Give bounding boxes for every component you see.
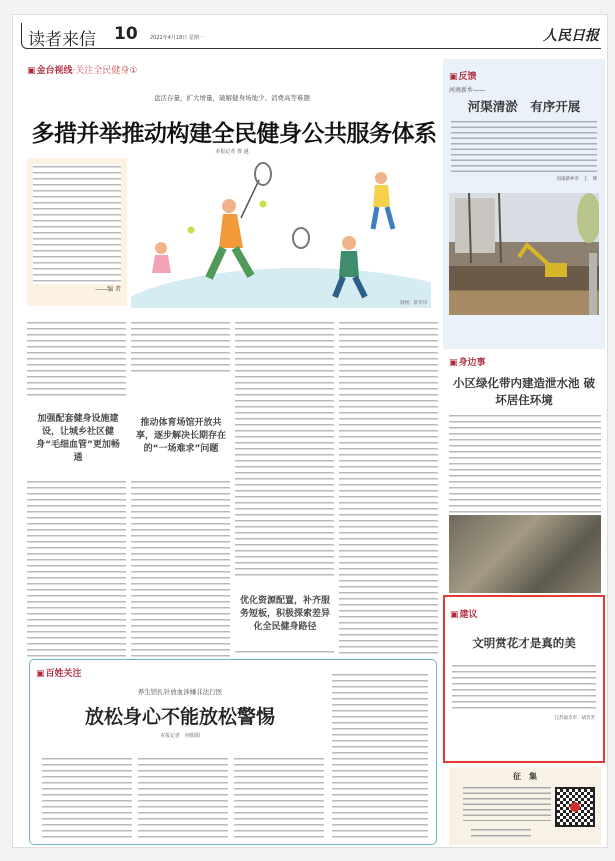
nearby-text [449, 413, 601, 513]
feedback-sign: 河南新乡市 王 博 [556, 177, 597, 182]
illustration-image [131, 158, 431, 308]
editor-note-text [33, 164, 121, 284]
collect-contact [471, 827, 531, 839]
article-col-4 [339, 320, 438, 658]
subhead-3: 优化资源配置，补齐服务短板，积极探索差异化全民健身路径 [239, 596, 330, 632]
collect-box [449, 767, 601, 845]
feedback-tag: ▣ 反馈 [449, 69, 477, 82]
nearby-photo [449, 515, 601, 593]
qr-code[interactable] [555, 787, 595, 827]
article-headline: 多措并举推动构建全民健身公共服务体系 [31, 121, 437, 147]
suggestion-tag: ▣ 建议 [450, 607, 478, 620]
bottom-headline: 放松身心不能放松警惕 [84, 706, 275, 728]
section-name: 读者来信 [28, 30, 96, 50]
bottom-col-1 [42, 756, 132, 838]
qr-logo-icon [570, 802, 580, 812]
photo-image [449, 193, 599, 315]
feedback-kicker: 河南新乡—— [449, 87, 486, 94]
feedback-box [443, 59, 605, 349]
suggestion-title: 文明赏花才是真的美 [472, 636, 576, 650]
newspaper-page [12, 14, 608, 848]
suggestion-sign: 江苏南京市 胡芳芳 [554, 716, 595, 721]
article-col-2 [131, 320, 230, 375]
canal-dredging-photo [449, 193, 599, 315]
subhead-1: 加强配套健身设施建设，让城乡社区健身“毛细血管”更加畅通 [36, 414, 120, 463]
suggestion-text [452, 663, 596, 711]
page-header [21, 23, 601, 49]
suggestion-box[interactable] [443, 595, 605, 763]
collect-title: 征 集 [513, 772, 537, 781]
bottom-byline: 本报记者 何娟娟 [159, 733, 200, 739]
fitness-illustration [131, 158, 431, 308]
article-col-2b [131, 479, 230, 657]
editor-note-sign: ——编 者 [95, 286, 121, 293]
collect-text [463, 785, 551, 821]
bottom-section-tag: ▣ 百姓关注 [36, 666, 82, 679]
photo-credit: 制图：蔡华伟 [400, 301, 427, 306]
bottom-article-box [29, 659, 437, 845]
newspaper-logo: 人民日报 [543, 28, 599, 44]
bottom-col-4 [332, 672, 428, 838]
bottom-subtitle: 养生馆扎针放血涉嫌非法行医 [137, 688, 223, 696]
nearby-title: 小区绿化带内建造泄水池 破坏居住环境 [452, 376, 595, 407]
article-col-1b [27, 479, 126, 657]
feedback-text [451, 119, 597, 175]
page-number: 10 [114, 24, 138, 44]
article-subtitle: 盘活存量，扩大增量，破解健身场地少、消费高等难题 [154, 94, 310, 102]
article-col-1 [27, 320, 126, 398]
feedback-title: 河渠清淤 有序开展 [467, 99, 581, 114]
bottom-col-3 [234, 756, 324, 838]
bottom-col-2 [138, 756, 228, 838]
editor-note-box [27, 158, 127, 306]
article-col-3 [235, 320, 334, 580]
subhead-2: 推动体育场馆开放共享，逐步解决长期存在的“一场难求”问题 [135, 418, 226, 454]
article-byline: 本报记者 曹 越 [215, 149, 249, 155]
issue-date: 2022年4月18日 星期一 [150, 35, 204, 41]
section-tag: ▣ 金台视线·关注全民健身① [27, 63, 137, 76]
nearby-tag: ▣ 身边事 [449, 355, 486, 368]
article-col-3b [235, 649, 334, 657]
